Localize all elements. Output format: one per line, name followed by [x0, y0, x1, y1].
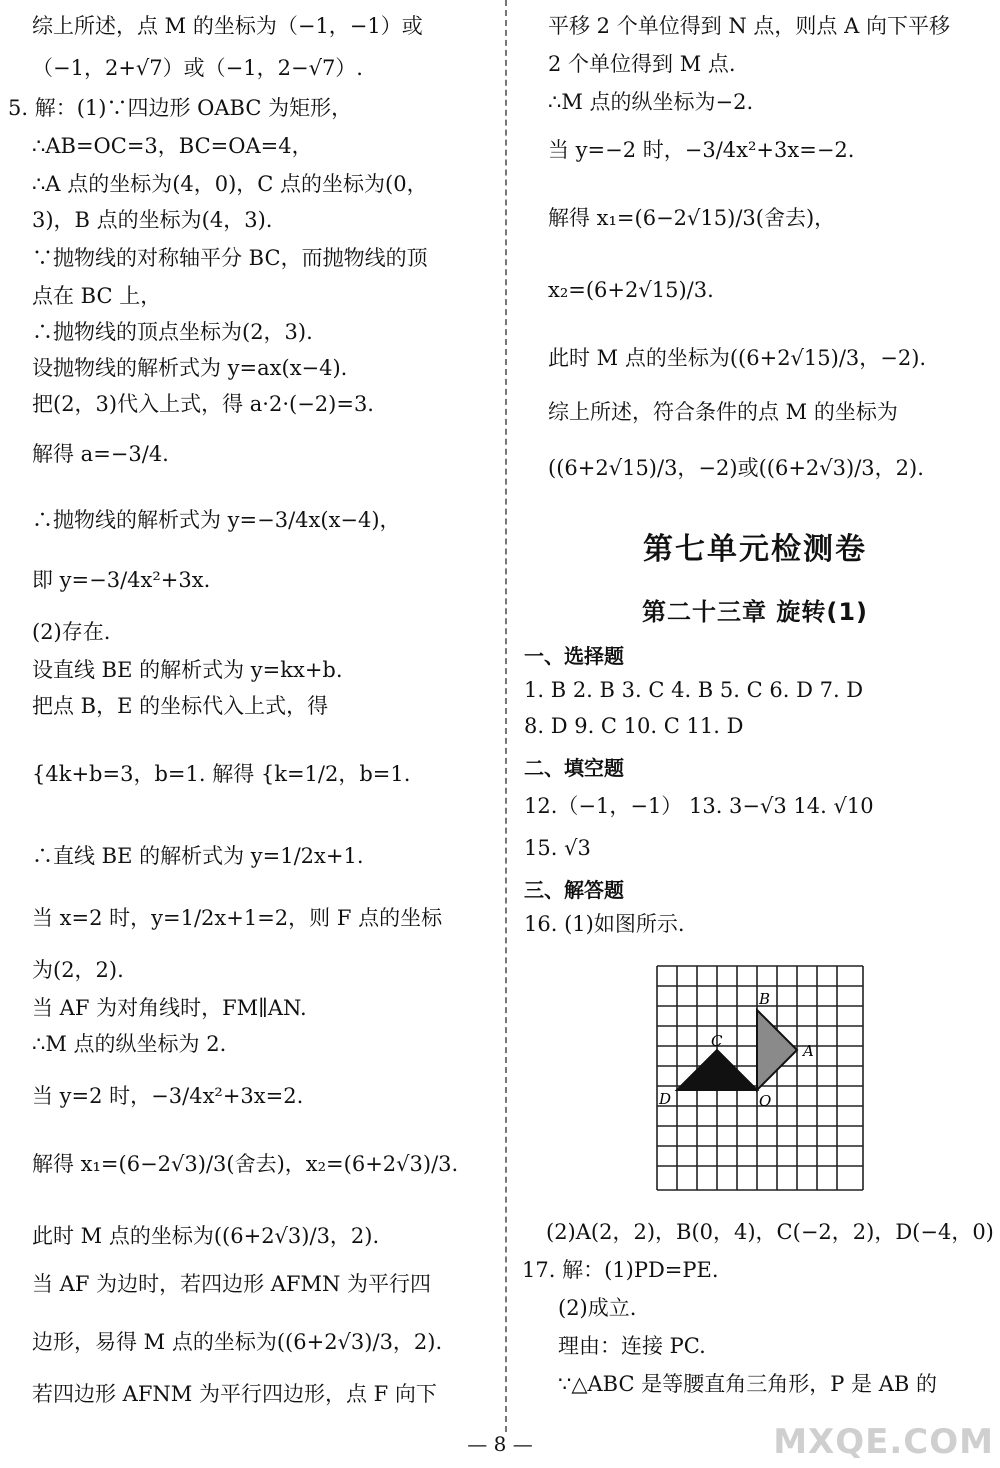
text-line: (2)存在. — [32, 620, 111, 644]
text-line: x₂=(6+2√15)/3. — [548, 278, 714, 302]
text-line: 当 y=2 时，−3/4x²+3x=2. — [32, 1084, 304, 1108]
label-o: O — [759, 1092, 772, 1110]
question-line: 17. 解：(1)PD=PE. — [522, 1258, 719, 1282]
answer-line: 8. D 9. C 10. C 11. D — [524, 714, 744, 738]
text-line: 此时 M 点的坐标为((6+2√15)/3，−2). — [548, 346, 927, 370]
column-divider — [505, 0, 507, 1432]
section-heading: 二、填空题 — [524, 756, 624, 780]
answer-line: 12.（−1，−1） 13. 3−√3 14. √10 — [524, 794, 874, 818]
text-line: 5. 解：(1)∵四边形 OABC 为矩形， — [8, 96, 353, 120]
text-line: ((6+2√15)/3，−2)或((6+2√3)/3，2). — [548, 456, 924, 480]
question-line: ∵△ABC 是等腰直角三角形，P 是 AB 的 — [558, 1372, 937, 1396]
text-line: 当 x=2 时，y=1/2x+1=2，则 F 点的坐标 — [32, 906, 443, 930]
section-heading: 三、解答题 — [524, 878, 624, 902]
text-line: 即 y=−3/4x²+3x. — [32, 568, 211, 592]
text-line: 设直线 BE 的解析式为 y=kx+b. — [32, 658, 343, 682]
page-number: — 8 — — [467, 1432, 533, 1456]
grid-figure-svg — [653, 962, 867, 1194]
section-heading: 一、选择题 — [524, 644, 624, 668]
unit-title: 第七单元检测卷 — [643, 532, 867, 567]
text-line: ∴AB=OC=3，BC=OA=4， — [32, 134, 313, 158]
label-d: D — [659, 1090, 672, 1108]
watermark: MXQE.COM — [773, 1422, 994, 1462]
text-line: {4k+b=3，b=1. 解得 {k=1/2，b=1. — [32, 762, 411, 786]
label-c: C — [711, 1032, 723, 1050]
text-line: ∴直线 BE 的解析式为 y=1/2x+1. — [32, 844, 364, 868]
text-line: 边形，易得 M 点的坐标为((6+2√3)/3，2). — [32, 1330, 443, 1354]
text-line: 综上所述，符合条件的点 M 的坐标为 — [548, 400, 898, 424]
question-line: (2)成立. — [558, 1296, 637, 1320]
text-line: 2 个单位得到 M 点. — [548, 52, 736, 76]
text-line: 若四边形 AFNM 为平行四边形，点 F 向下 — [32, 1382, 437, 1406]
text-line: 点在 BC 上， — [32, 284, 162, 308]
right-column — [510, 0, 1000, 1468]
question-line: (2)A(2，2)，B(0，4)，C(−2，2)，D(−4，0) — [546, 1220, 994, 1244]
text-line: 为(2，2). — [32, 958, 124, 982]
text-line: 解得 x₁=(6−2√3)/3(舍去)，x₂=(6+2√3)/3. — [32, 1152, 459, 1176]
rotation-figure — [653, 962, 867, 1194]
text-line: 3)，B 点的坐标为(4，3). — [32, 208, 273, 232]
text-line: ∴抛物线的解析式为 y=−3/4x(x−4)， — [32, 508, 401, 532]
text-line: ∴A 点的坐标为(4，0)，C 点的坐标为(0， — [32, 172, 428, 196]
text-line: 当 y=−2 时，−3/4x²+3x=−2. — [548, 138, 855, 162]
text-line: 设抛物线的解析式为 y=ax(x−4). — [32, 356, 348, 380]
question-line: 理由：连接 PC. — [558, 1334, 706, 1358]
text-line: 解得 a=−3/4. — [32, 442, 169, 466]
text-line: 把(2，3)代入上式，得 a·2·(−2)=3. — [32, 392, 374, 416]
answer-line: 1. B 2. B 3. C 4. B 5. C 6. D 7. D — [524, 678, 864, 702]
text-line: ∴M 点的纵坐标为−2. — [548, 90, 754, 114]
answer-line: 15. √3 — [524, 836, 591, 860]
triangle-dco — [677, 1050, 757, 1090]
text-line: 此时 M 点的坐标为((6+2√3)/3，2). — [32, 1224, 380, 1248]
label-b: B — [759, 990, 771, 1008]
text-line: 当 AF 为对角线时，FM∥AN. — [32, 996, 307, 1020]
label-a: A — [803, 1042, 814, 1060]
text-line: 解得 x₁=(6−2√15)/3(舍去)， — [548, 206, 836, 230]
text-line: 把点 B，E 的坐标代入上式，得 — [32, 694, 329, 718]
chapter-title: 第二十三章 旋转(1) — [642, 598, 868, 626]
text-line: ∵抛物线的对称轴平分 BC，而抛物线的顶 — [32, 246, 428, 270]
text-line: 综上所述，点 M 的坐标为（−1，−1）或 — [32, 14, 423, 38]
text-line: ∴抛物线的顶点坐标为(2，3). — [32, 320, 313, 344]
text-line: 当 AF 为边时，若四边形 AFMN 为平行四 — [32, 1272, 432, 1296]
text-line: ∴M 点的纵坐标为 2. — [32, 1032, 227, 1056]
text-line: 平移 2 个单位得到 N 点，则点 A 向下平移 — [548, 14, 950, 38]
question-line: 16. (1)如图所示. — [524, 912, 685, 936]
text-line: （−1，2+√7）或（−1，2−√7）. — [32, 56, 363, 80]
